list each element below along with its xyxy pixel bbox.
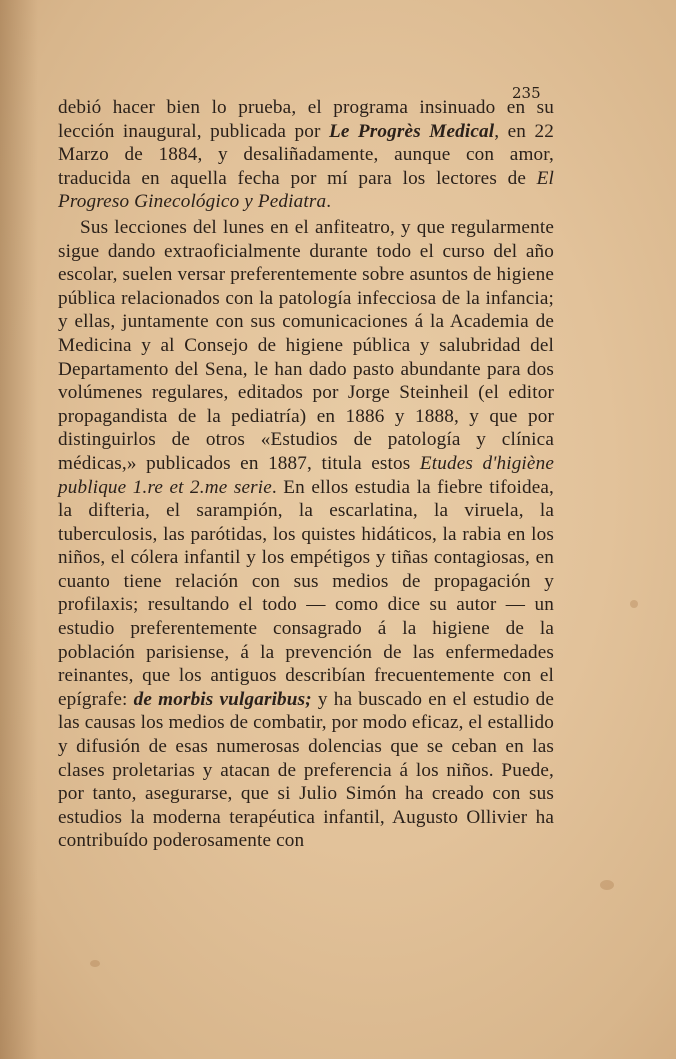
spine-shadow — [0, 0, 38, 1059]
paper-stain — [630, 600, 638, 608]
paragraph-2 — [58, 216, 554, 853]
paragraph-2-text-b: . En ellos estudia la fiebre tifoidea, la difteria, el sarampión, la escarlatina, la viruela, la tuberculosis, las parótidas, los quistes hidáticos, la rabia en los niños, el cólera infantil y los empétigos y tiñas contagiosas, en cuanto tiene relación con sus medios de propagación y profilaxis; resultando el todo — como dice su autor — un estudio preferentemente consagrado á la higiene de la población parisiense, á la prevención de las enfermedades reinantes, que los antiguos describían frecuentemente con el epígrafe: — [58, 476, 554, 710]
paper-stain — [90, 960, 100, 967]
journal-title: Le Progrès Medical — [328, 120, 495, 142]
paragraph-1-text-b: , en 22 Marzo de 1884, y desaliñadamente, aunque con amor, traducida en aquella fecha por mí para los lectores de — [58, 120, 554, 189]
paragraph-2-text-a: Sus lecciones del lunes en el anfiteatro, y que regularmente sigue dando extraoficialmente durante todo el curso del año escolar, suelen versar preferentemente sobre asuntos de higiene pública relacionados con la patología infecciosa de la infancia; y ellas, juntamente con sus comunicaciones á la Academia de Medicina y al Consejo de higiene pública y salubridad del Departamento del Sena, le han dado pasto abundante para dos volúmenes regulares, editados por Jorge Steinheil (el editor propagandista de la pediatría) en 1886 y 1888, y que por distinguirlos de otros «Estudios de patología y clínica médicas,» publicados en 1887, titula estos — [58, 216, 554, 474]
paragraph-2-text-c: y ha buscado en el estudio de las causas los medios de combatir, por modo eficaz, el estallido y difusión de esas numerosas dolencias que se ceban en las clases proletarias y atacan de preferencia á los niños. Puede, por tanto, asegurarse, que si Julio Simón ha creado con sus estudios la moderna terapéutica infantil, Augusto Ollivier ha contribuído poderosamente con — [58, 688, 554, 852]
paragraph-1 — [58, 96, 554, 214]
paragraph-1-text-c: . — [326, 191, 332, 213]
body-text — [58, 96, 554, 853]
book-title: El Progreso Ginecológico y Pediatra — [58, 167, 554, 213]
latin-phrase: de morbis vulgaribus; — [133, 688, 312, 710]
paragraph-1-text-a: debió hacer bien lo prueba, el programa insinuado en su lección inaugural, publicada por — [58, 97, 554, 142]
paper-stain — [600, 880, 614, 890]
page-number: 235 — [512, 84, 541, 102]
work-title: Etudes d'higiène publique 1.re et 2.me serie — [58, 452, 554, 498]
